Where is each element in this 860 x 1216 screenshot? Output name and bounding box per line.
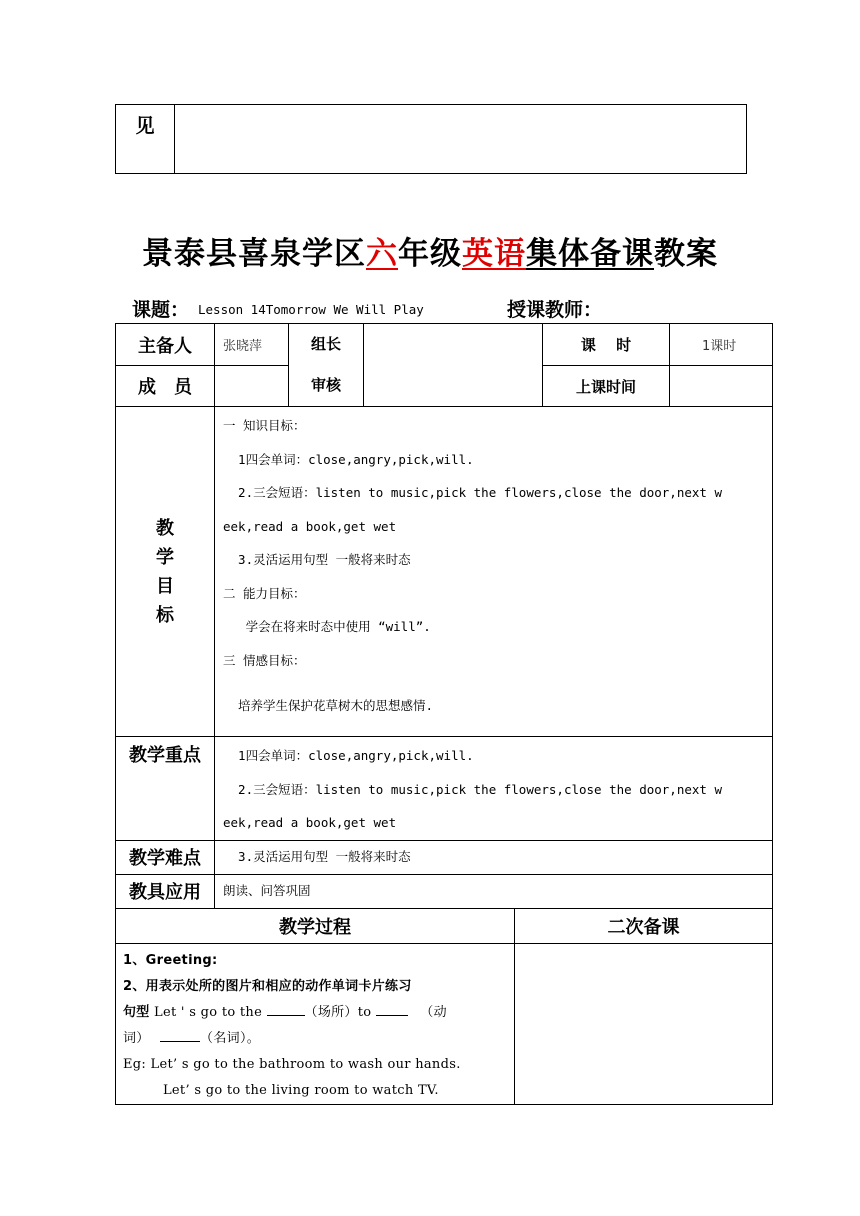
page-title [0,228,860,273]
objectives-label [116,407,215,737]
teacher-label: 授课教师： [507,299,603,321]
tools-text: 朗读、问答巩固 [223,883,311,898]
members-label: 成 员 [116,366,215,407]
lesson-plan-table [115,323,773,1105]
pattern-part: （场所）to [304,1004,372,1020]
objectives-label-char: 标 [156,604,174,626]
objectives-line: 2.三会短语：listen to music,pick the flowers,close the door,next w [223,485,722,500]
pattern-part: （动 [420,1004,447,1020]
tools-label: 教具应用 [116,874,215,908]
title-subject: 英语 [462,236,526,272]
process-header: 教学过程 [116,908,515,943]
opinion-content [175,105,747,174]
sentence-pattern-label: 句型 [123,1004,150,1020]
class-time-label: 上课时间 [543,366,670,407]
difficulties-text: 3.灵活运用句型 一般将来时态 [223,849,411,864]
objectives-label-char: 目 [156,575,174,597]
second-prep-content [515,943,773,1104]
objectives-content [215,407,773,737]
process-line: Let’ s go to the living room to watch TV. [163,1082,439,1098]
members-value [215,366,289,407]
key-points-content [215,737,773,841]
title-school: 景泰县喜泉学区 [142,236,366,272]
process-content [116,943,515,1104]
group-review-cell [289,324,364,407]
key-points-line: 1四会单词：close,angry,pick,will. [223,748,474,763]
objectives-line: 一 知识目标： [223,418,306,433]
difficulties-label: 教学难点 [116,840,215,874]
topic-label: 课题： [132,299,190,321]
topic-value: Lesson 14Tomorrow We Will Play [198,302,424,317]
preparer-value: 张晓萍 [215,324,289,366]
group-leader-label: 组长 [310,335,341,353]
class-time-value [670,366,773,407]
objectives-label-char: 学 [156,546,174,568]
objectives-line: 3.灵活运用句型 一般将来时态 [223,552,411,567]
title-grade: 六 [366,236,398,272]
process-line: Eg: Let’ s go to the bathroom to wash our hands. [123,1056,461,1072]
opinion-label: 见 [116,105,175,174]
second-prep-header: 二次备课 [515,908,773,943]
tools-content [215,874,773,908]
pattern-part: Let ' s go to the [154,1004,263,1020]
process-line: 1、Greeting: [123,952,218,968]
blank-line [267,1002,305,1016]
objectives-line: 1四会单词：close,angry,pick,will. [223,451,474,467]
previous-page-table [115,104,747,174]
periods-label: 课 时 [543,324,670,366]
process-line [123,1026,508,1052]
objectives-line: 二 能力目标： [223,585,306,601]
pattern-part: 词） [123,1030,150,1046]
key-points-line: eek,read a book,get wet [223,815,397,830]
process-line [123,1000,508,1026]
objectives-line: 培养学生保护花草树木的思想感情. [223,698,434,713]
objectives-line: eek,read a book,get wet [223,518,397,534]
title-type: 集体备课 [526,236,654,272]
blank-line [376,1002,408,1016]
pattern-part: （名词）。 [200,1030,261,1046]
difficulties-content [215,840,773,874]
objectives-line: 三 情感目标： [223,652,306,668]
title-suffix: 教案 [654,236,718,272]
title-grade-suffix: 年级 [398,236,462,272]
process-line: 2、用表示处所的图片和相应的动作单词卡片练习 [123,978,412,994]
key-points-label: 教学重点 [116,737,215,841]
objectives-line: 学会在将来时态中使用 “will”. [223,619,431,634]
blank-line [160,1028,200,1042]
preparer-label: 主备人 [116,324,215,366]
key-points-line: 2.三会短语：listen to music,pick the flowers,close the door,next w [223,781,722,797]
lesson-info-line [132,292,732,322]
objectives-label-char: 教 [156,517,174,539]
review-label: 审核 [310,376,341,394]
group-leader-value [364,324,543,407]
periods-value: 1课时 [670,324,773,366]
